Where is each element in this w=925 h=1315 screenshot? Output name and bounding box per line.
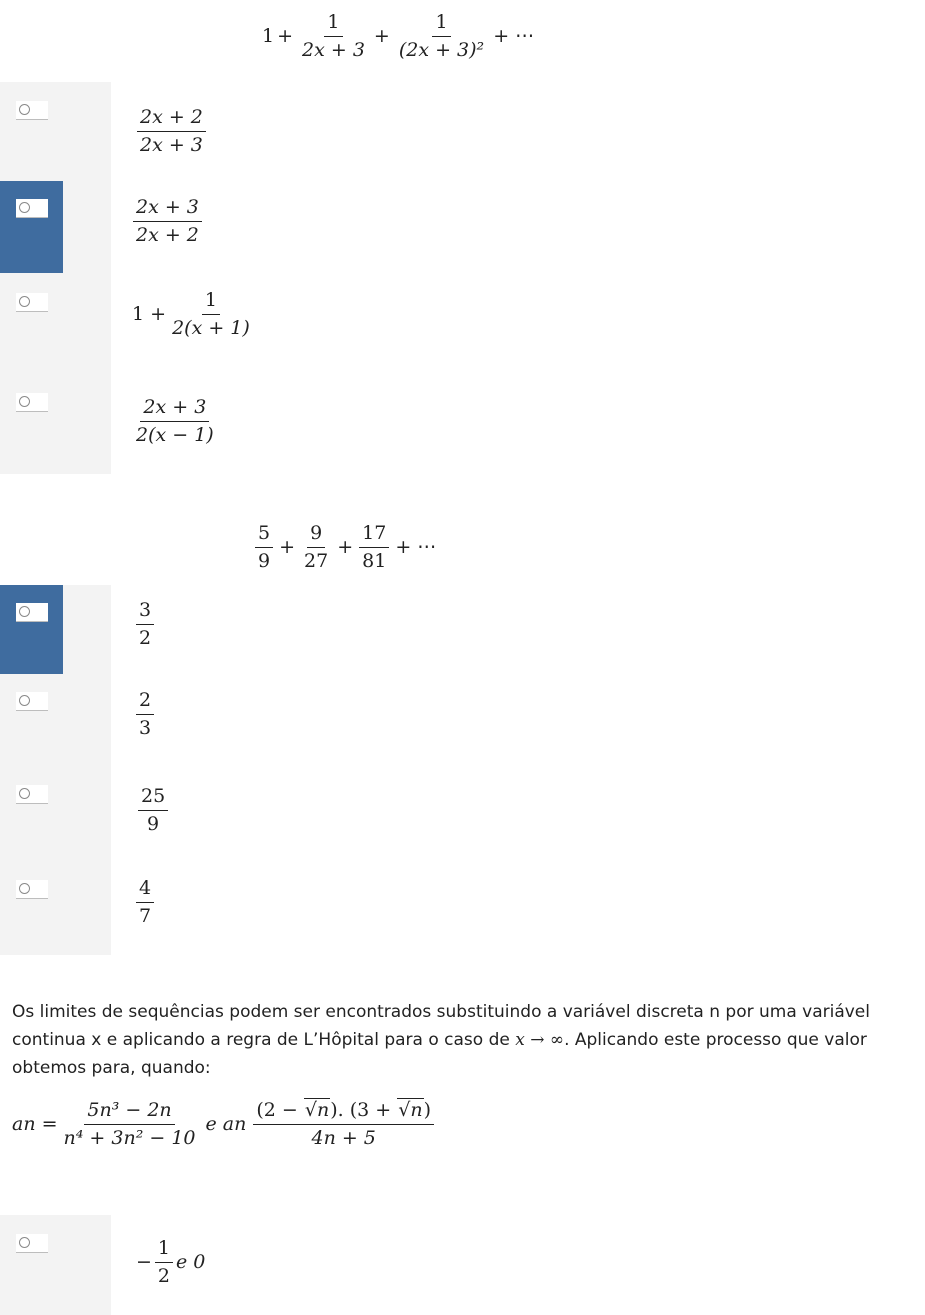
series-tail: + ⋯ <box>395 536 437 559</box>
q2-option-4-radio[interactable] <box>16 880 48 899</box>
numerator: 4 <box>136 878 154 903</box>
radio-circle-icon <box>19 104 30 115</box>
q2-option-2-label[interactable] <box>133 690 157 739</box>
denominator: 2 <box>157 1264 171 1287</box>
q1-selected-highlight <box>0 181 63 273</box>
num-part-b: ). (3 + <box>330 1099 398 1121</box>
denominator: 4n + 5 <box>311 1126 376 1149</box>
series-term-2 <box>396 12 487 61</box>
q2-option-1-radio[interactable] <box>16 603 48 622</box>
q1-option-2-radio[interactable] <box>16 199 48 218</box>
radio-circle-icon <box>19 695 30 706</box>
q1-option-4-label[interactable] <box>130 397 220 446</box>
radio-circle-icon <box>19 883 30 894</box>
formula-lhs: an = <box>12 1113 58 1136</box>
numerator: 1 <box>432 12 450 37</box>
plus-sign: + <box>277 25 294 48</box>
question-text-part-2: . Aplicando este processo que valor obtemos para, quando: <box>12 1030 867 1078</box>
plus-sign: + <box>279 536 296 559</box>
minus-sign: − <box>136 1251 152 1274</box>
q3-formula <box>12 1100 437 1149</box>
denominator: (2x + 3)² <box>398 38 485 61</box>
numerator: 9 <box>307 523 325 548</box>
denominator: 9 <box>147 812 160 835</box>
q1-options-column <box>0 82 111 474</box>
q1-option-3-label[interactable] <box>132 290 256 339</box>
numerator: 2 <box>136 690 154 715</box>
numerator: 2x + 2 <box>137 107 206 132</box>
plus-sign: + <box>373 25 390 48</box>
q3-option-1-label[interactable] <box>136 1238 205 1287</box>
q1-series-expression <box>262 12 537 61</box>
numerator: 25 <box>138 786 168 811</box>
q2-option-1-label[interactable] <box>133 600 157 649</box>
numerator <box>253 1100 434 1125</box>
formula-connector: e an <box>205 1113 247 1136</box>
q1-option-1-label[interactable] <box>134 107 209 156</box>
series-term-1 <box>299 12 368 61</box>
sqrt-arg: n <box>410 1099 423 1121</box>
numerator: 3 <box>136 600 154 625</box>
denominator: 2x + 2 <box>136 223 199 246</box>
radio-circle-icon <box>19 788 30 799</box>
question-text-part-1: Os limites de sequências podem ser encontrados substituindo a variável discreta n por uma variável continua x e aplicando a regra de L’Hôpital para o caso de <box>12 1002 870 1050</box>
q3-question-text <box>12 998 912 1082</box>
numerator: 2x + 3 <box>140 397 209 422</box>
sqrt-arg: n <box>316 1099 330 1121</box>
radio-circle-icon <box>19 396 30 407</box>
q2-selected-highlight <box>0 585 63 674</box>
numerator: 5 <box>255 523 273 548</box>
series-tail: + ⋯ <box>493 25 535 48</box>
numerator: 2x + 3 <box>133 197 202 222</box>
q2-series-expression <box>252 522 439 572</box>
plus-sign: + <box>337 536 354 559</box>
numerator: 1 <box>202 290 220 315</box>
radio-circle-icon <box>19 1237 30 1248</box>
q2-option-3-radio[interactable] <box>16 785 48 804</box>
denominator: 81 <box>362 549 387 572</box>
denominator: 2x + 3 <box>302 38 365 61</box>
limit-arrow-expression: x → ∞ <box>515 1030 565 1050</box>
numerator: 17 <box>359 523 389 548</box>
q2-option-4-label[interactable] <box>133 878 157 927</box>
denominator: 9 <box>258 549 271 572</box>
q2-option-2-radio[interactable] <box>16 692 48 711</box>
q3-options-column <box>0 1215 111 1315</box>
num-part-a: (2 − <box>256 1099 304 1121</box>
denominator: 3 <box>139 716 152 739</box>
q1-option-1-radio[interactable] <box>16 101 48 120</box>
denominator: 2x + 3 <box>140 133 203 156</box>
q2-option-3-label[interactable] <box>135 786 171 835</box>
denominator: 2 <box>139 626 152 649</box>
option-lead: 1 + <box>132 303 167 326</box>
series-lead: 1 <box>262 25 275 48</box>
num-part-c: ) <box>423 1099 432 1121</box>
denominator: n⁴ + 3n² − 10 <box>63 1126 196 1149</box>
denominator: 7 <box>139 904 152 927</box>
denominator: 27 <box>304 549 329 572</box>
q1-option-4-radio[interactable] <box>16 393 48 412</box>
option-suffix: e 0 <box>176 1251 206 1274</box>
radio-circle-icon <box>19 202 30 213</box>
q1-option-2-label[interactable] <box>130 197 205 246</box>
numerator: 1 <box>324 12 342 37</box>
denominator: 2(x + 1) <box>172 316 250 339</box>
numerator: 1 <box>155 1238 173 1263</box>
q1-option-3-radio[interactable] <box>16 293 48 312</box>
radio-circle-icon <box>19 606 30 617</box>
sqrt-symbol: √n <box>398 1099 423 1121</box>
denominator: 2(x − 1) <box>136 423 214 446</box>
radio-circle-icon <box>19 296 30 307</box>
numerator: 5n³ − 2n <box>84 1100 174 1125</box>
q3-option-1-radio[interactable] <box>16 1234 48 1253</box>
sqrt-symbol: √n <box>304 1099 330 1121</box>
